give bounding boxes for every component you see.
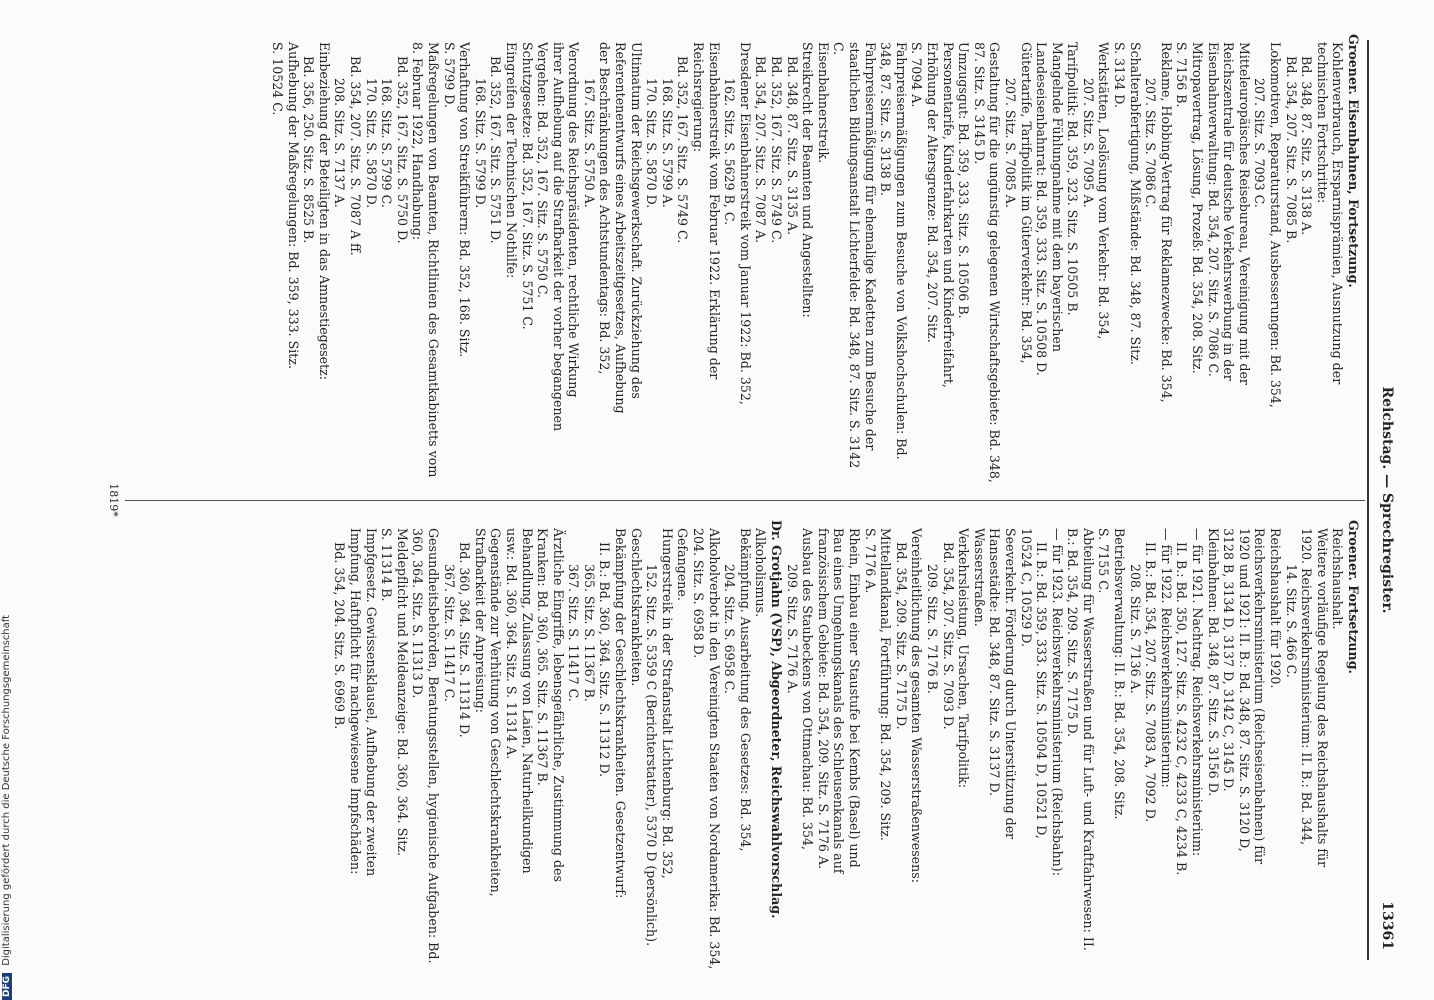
index-entry: Ärztliche Eingriffe, lebensgefährliche, Zustimmung des (550, 528, 566, 882)
index-entry: Bd. 352, 167. Sitz. S. 5750 D. (394, 56, 410, 244)
page-footer: 1819* (107, 483, 120, 517)
index-entry: 168. Sitz. S. 5799 A. (659, 78, 675, 208)
index-entry: Bd. 354, 207. Sitz. S. 7087 A. (753, 56, 769, 244)
index-entry: Kohlenverbrauch, Ersparnisprämien, Ausnutzung der (1330, 42, 1346, 385)
index-entry: 1920 und 1921: II. B.: Bd. 348, 87. Sitz. S. 3120 D, (1236, 528, 1252, 852)
index-entry: 14. Sitz. S. 466 C. (1283, 564, 1299, 678)
page-number: 13361 (1379, 901, 1395, 950)
index-entry: Betriebsverwaltung: II. B.: Bd. 354, 208. Sitz. (1112, 528, 1128, 820)
index-entry: Alkoholverbot in den Vereinigten Staaten von Nordamerika: Bd. 354, 204. Sitz. S. 6958 D. (691, 528, 722, 970)
rotated-page-content (95, 0, 1405, 1000)
index-entry: Mangelnde Fühlungnahme mit dem bayerischen Landeseisenbahnrat: Bd. 359, 333. Sitz. S. 10508 D. (1034, 42, 1065, 376)
index-entry: II. B.: Bd. 360, 364. Sitz. S. 11312 D. (597, 542, 613, 778)
index-entry: Eisenbahnerstreik vom Februar 1922. Erklärung der (706, 42, 722, 380)
index-entry: II. B.: Bd. 354, 207. Sitz. S. 7083 A, 7092 D. (1143, 542, 1159, 823)
index-entry: Personentarife, Kinderfahrkarten und Kinderfreifahrt, (940, 42, 956, 388)
page-title: Reichstag. — Sprechregister. (1379, 386, 1395, 614)
index-entry: 365. Sitz. S. 11367 B. (581, 564, 597, 702)
index-entry: Abteilung für Wasserstraßen und für Luft- und Kraftfahrwesen: II. B.: Bd. 354, 209. Sitz. S. 7175 D. (1065, 528, 1096, 951)
index-entry: 170. Sitz. S. 5870 D. (363, 78, 379, 209)
index-entry: — für 1922. Reichsverkehrsministerium: (1158, 528, 1174, 788)
index-entry: Gegenstände zur Verhütung von Geschlechtskrankheiten, (488, 528, 504, 897)
index-entry: S. 7094 A. (909, 42, 925, 108)
index-entry: Impfung, Haftpflicht für nachgewiesene Impfschäden: (348, 528, 363, 875)
index-entry: — für 1923. Reichsverkehrsministerium (Reichsbahn): (1049, 528, 1065, 876)
index-entry: Rhein, Einbau einer Staustufe bei Kembs (Basel) und (847, 528, 862, 868)
index-entry: Bekämpfung. Ausarbeitung des Gesetzes: Bd. 354, (737, 528, 753, 852)
index-entry: 10524 C, 10529 D. (1018, 528, 1034, 647)
index-entry: S. 10524 C. (270, 42, 286, 116)
index-entry: Bd. 354, 207. Sitz. S. 7093 D. (940, 542, 956, 730)
index-entry: Eingreifen der Technischen Nothilfe: (503, 42, 519, 279)
page-header (1371, 50, 1395, 950)
index-entry: S. 7155 C. (1096, 528, 1112, 594)
dfg-logo: DFG (2, 973, 12, 1000)
index-entry: Bd. 352, 167. Sitz. S. 5749 C. (675, 56, 691, 244)
index-entry: technischen Fortschritte: (1314, 42, 1330, 204)
index-entry: ihrer Aufhebung auf die Strafbarkeit der vorher begangenen Vergehen: Bd. 352, 167. Sitz. S. 5750 C. (535, 42, 566, 432)
index-entry: 209. Sitz. S. 7176 B. (924, 564, 940, 694)
index-entry: 162. Sitz. S. 5629 B, C. (722, 78, 738, 226)
index-entry: 168. Sitz. S. 5799 D. (472, 78, 488, 209)
index-entry: Hungerstreik in der Strafanstalt Lichtenburg: Bd. 352, (659, 528, 675, 879)
index-entry: Bd. 360, 364. Sitz. S. 11314 D. (457, 542, 473, 738)
index-entry: Gefangene. (675, 528, 691, 601)
index-entry: Impfgesetz. Gewissensklausel, Aufhebung der zweiten (363, 528, 379, 877)
index-entry: Kranken: Bd. 360, 365. Sitz. S. 11367 B. (535, 528, 551, 786)
index-entry: 167. Sitz. S. 5750 A. (581, 78, 597, 208)
index-entry: Alkoholismus. (753, 528, 769, 618)
index-entry: Reichsregierung: (691, 42, 707, 153)
index-entry: Lokomotiven, Reparaturstand, Ausbesserungen: Bd. 354, (1268, 42, 1284, 408)
index-entry: Reichshaushalt. (1330, 528, 1346, 630)
index-entry: Referentenentwurfs eines Arbeitszeitgesetzes, Aufhebung (613, 42, 629, 414)
index-entry: — für 1921. Nachtrag. Reichsverkehrsministerium: (1190, 528, 1206, 857)
index-entry: Weitere vorläufige Regelung des Reichshaushalts für (1314, 528, 1330, 868)
index-entry: Umzugsgut: Bd. 359, 333. Sitz. S. 10506 B. (956, 42, 972, 319)
index-entry: Maßregelungen von Beamten, Richtlinien des Gesamtkabinetts vom 8. Februar 1922, Handhabung: (410, 42, 441, 478)
index-entry: II. B.: Bd. 359, 333. Sitz. S. 10504 D, 10521 D, (1034, 542, 1050, 839)
index-entry: S. 7156 B. (1174, 42, 1190, 108)
index-entry: S. 3134 D. (1112, 42, 1128, 108)
right-column (131, 520, 1361, 970)
index-entry: 209. Sitz. S. 7176 A. (784, 564, 800, 694)
index-entry: Bekämpfung der Geschlechtskrankheiten. Gesetzentwurf: (613, 528, 629, 899)
index-entry: 207. Sitz. S. 7086 C. (1143, 78, 1159, 208)
index-entry: der Beschränkungen des Achtstundentags: Bd. 352, (597, 42, 613, 375)
index-entry: Groener. Eisenbahnen, Fortsetzung. (1346, 34, 1361, 288)
index-entry: Ausbau des Staubeckens von Ottmachau: Bd. 354, (800, 528, 816, 850)
index-entry: Bd. 356, 250. Sitz. S. 8525 B. (301, 56, 317, 244)
index-entry: Reichszentrale für deutsche Verkehrswerbung in der (1221, 42, 1237, 381)
index-entry: Bd. 354, 207. Sitz. S. 7087 A ff. (348, 56, 363, 256)
index-entry: Schutzgesetze: Bd. 352, 167. Sitz. S. 5751 C. (519, 42, 535, 330)
index-entry: Gesundheitsbehörden, Beratungsstellen, hygienische Aufgaben: Bd. 360, 364. Sitz. S. 11313 D. (410, 528, 441, 964)
index-entry: Gütertarife, Tarifpolitik im Güterverkehr: Bd. 354, (1018, 42, 1034, 364)
header-rule (1367, 40, 1369, 960)
index-entry: Bd. 354, 209. Sitz. S. 7175 D. (893, 542, 909, 730)
index-entry: Fahrpreisermäßigungen zum Besuche von Volkshochschulen: Bd. 348, 87. Sitz. S. 3138 B. (878, 42, 909, 460)
index-entry: S. 5799 D. (441, 42, 457, 108)
index-entry: Einbeziehung der Beteiligten in das Amnestiegesetz: (316, 42, 332, 381)
index-entry: Werkstätten, Loslösung vom Verkehr: Bd. 354, (1096, 42, 1112, 340)
digitization-note (1, 0, 21, 1000)
index-entry: Streikrecht der Beamten und Angestellten: (800, 42, 816, 318)
index-entry: 367. Sitz. S. 11417 C. (441, 564, 457, 702)
index-entry: Strafbarkeit der Anpreisung: (472, 528, 488, 713)
index-entry: Verhaftung von Streikführern: Bd. 352, 168. Sitz. (457, 42, 473, 358)
index-entry: Wasserstraßen. (971, 528, 987, 627)
index-entry: Aufhebung der Maßregelungen: Bd. 359, 333. Sitz. (285, 42, 301, 370)
digitization-note-text: Digitalisierung gefördert durch die Deutsche Forschungsgemeinschaft (1, 614, 12, 966)
index-entry: S. 11314 B. (379, 528, 395, 602)
index-entry: 208. Sitz. S. 7136 A. (1127, 564, 1143, 694)
index-entry: Reichshaushalt für 1920. (1268, 528, 1284, 689)
index-entry: Bd. 354, 207. Sitz. S. 7085 B. (1283, 56, 1299, 244)
index-entry: Reichsverkehrsministerium (Reichseisenbahnen) für (1252, 528, 1268, 865)
index-entry: Mittellandkanal, Fortführung: Bd. 354, 209. Sitz. (878, 528, 894, 841)
index-entry: 3128 B, 3134 D, 3137 D, 3142 C, 3145 D. (1221, 528, 1237, 792)
index-entry: 168. Sitz. S. 5799 C. (379, 78, 395, 208)
index-entry: Erhöhung der Altersgrenze: Bd. 354, 207. Sitz. (924, 42, 940, 343)
index-entry: Bd. 348, 87. Sitz. S. 3138 A. (1299, 56, 1315, 236)
index-entry: usw.: Bd. 360, 364. Sitz. S. 11314 A. (503, 528, 519, 760)
index-entry: Bd. 352, 167. Sitz. S. 5749 C. (769, 56, 785, 244)
index-entry: Bd. 354, 204. Sitz. S. 6969 B. (332, 542, 348, 730)
index-entry: Eisenbahnerstreik. (815, 42, 831, 164)
index-entry: 152. Sitz. S. 5359 C (Berichterstatter), 5370 D (persönlich). (644, 564, 660, 947)
index-entry: Fahrpreisermäßigung für ehemalige Kadetten zum Besuche der staatlichen Bildungsanstalt Lichterfelde: Bd. 348, 87. Sitz. S. 3142 C. (831, 42, 878, 469)
index-entry: Dr. Grotjahn (VSP), Abgeordneter, Reichswahlvorschlag. (769, 520, 785, 919)
index-entry: Hansestädte: Bd. 348, 87. Sitz. S. 3137 D. (987, 528, 1003, 797)
index-entry: Reklame, Hobbing-Vertrag für Reklamezwecke: Bd. 354, (1158, 42, 1174, 403)
index-entry: Bd. 348, 87. Sitz. S. 3135 A. (784, 56, 800, 236)
index-entry: 367. Sitz. S. 11417 C. (566, 564, 582, 702)
index-entry: Kleinbahnen: Bd. 348, 87. Sitz. S. 3156 D. (1205, 528, 1221, 797)
index-entry: 1920. Reichsverkehrsministerium: II. B.: Bd. 344, (1299, 528, 1315, 846)
index-entry: Mitteleuropäisches Reisebureau, Vereinigung mit der (1236, 42, 1252, 385)
index-entry: 204. Sitz. S. 6958 C. (722, 564, 738, 694)
index-entry: Tarifpolitik: Bd. 359, 323. Sitz. S. 10505 B. (1065, 42, 1081, 316)
index-entry: 170. Sitz. S. 5870 D. (644, 78, 660, 209)
index-entry: Bd. 352, 167. Sitz. S. 5751 D. (488, 56, 504, 244)
index-entry: Geschlechtskrankheiten. (628, 528, 644, 687)
index-entry: II. B.: Bd. 350, 127. Sitz. S. 4232 C, 4233 C, 4234 B. (1174, 542, 1190, 876)
index-entry: Eisenbahnverwaltung: Bd. 354, 207. Sitz. S. 7086 C. (1205, 42, 1221, 377)
index-entry: Vereinheitlichung des gesamten Wasserstraßenwesens: (909, 528, 925, 883)
index-entry: Verordnung des Reichspräsidenten, rechtliche Wirkung (566, 42, 582, 398)
index-entry: 208. Sitz. S. 7137 A. (332, 78, 348, 208)
index-entry: S. 7176 A. (862, 528, 878, 594)
column-divider (125, 500, 1365, 501)
left-column (131, 34, 1361, 484)
index-entry: Meldepflicht und Meldeanzeige: Bd. 360, 364. Sitz. (394, 528, 410, 857)
index-entry: französischem Gebiete: Bd. 354, 209. Sitz. S. 7176 A. (815, 528, 831, 869)
index-entry: 207. Sitz. S. 7095 A. (1080, 78, 1096, 208)
index-entry: Groener. Fortsetzung. (1346, 520, 1361, 674)
index-entry: Bau eines Umgehungskanals des Schleusenkanals auf (831, 528, 847, 874)
index-entry: Seeverkehr. Förderung durch Unterstützung der (1002, 528, 1018, 840)
index-entry: Dresdener Eisenbahnerstreik vom Januar 1922: Bd. 352, (737, 42, 753, 405)
index-entry: 207. Sitz. S. 7093 C. (1252, 78, 1268, 208)
index-entry: Gestaltung für die ungünstig gelegenen Wirtschaftsgebiete: Bd. 348, 87. Sitz. S. 3145 D. (971, 42, 1003, 483)
index-entry: Schalterabfertigung, Mißstände: Bd. 348, 87. Sitz. (1127, 42, 1143, 365)
index-entry: Behandlung, Zulassung von Laien, Naturheilkundigen (519, 528, 535, 874)
index-entry: Mitropavertrag, Lösung, Prozeß: Bd. 354, 208. Sitz. (1190, 42, 1206, 374)
index-entry: Ultimatum der Reichsgewerkschaft. Zurückziehung des (628, 42, 644, 399)
index-entry: 207. Sitz. S. 7085 A. (1002, 78, 1018, 208)
index-entry: Verkehrsleistung, Ursachen, Tarifpolitik: (956, 528, 972, 789)
